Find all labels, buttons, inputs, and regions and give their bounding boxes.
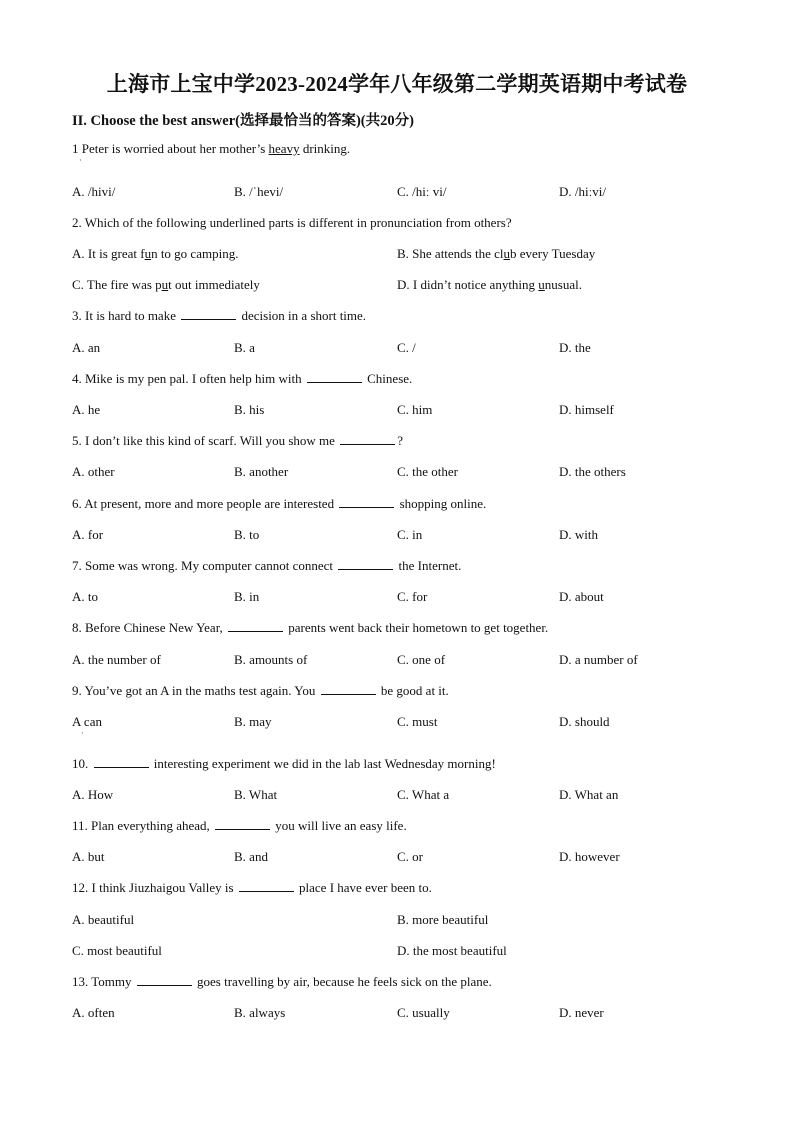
question-3-option-c[interactable]: C. / — [397, 340, 416, 355]
question-12: 12. I think Jiuzhaigou Valley is place I have ever been to. — [72, 880, 432, 895]
question-7-option-d[interactable]: D. about — [559, 589, 604, 604]
question-4: 4. Mike is my pen pal. I often help him with Chinese. — [72, 371, 413, 386]
question-9-option-a[interactable]: A can — [72, 714, 102, 729]
question-1-option-b[interactable]: B. /ˈhevi/ — [234, 184, 284, 199]
question-13-option-c[interactable]: C. usually — [397, 1005, 450, 1020]
question-13-option-a[interactable]: A. often — [72, 1005, 115, 1020]
question-5-option-b[interactable]: B. another — [234, 464, 289, 479]
question-8-option-d[interactable]: D. a number of — [559, 652, 638, 667]
answer-blank[interactable] — [307, 372, 362, 383]
question-4-option-c[interactable]: C. him — [397, 402, 433, 417]
question-3-option-a[interactable]: A. an — [72, 340, 101, 355]
stray-dot: · — [79, 156, 82, 165]
question-6-option-b[interactable]: B. to — [234, 527, 260, 542]
question-1-underlined-word: heavy — [268, 141, 300, 156]
question-8-option-b[interactable]: B. amounts of — [234, 652, 308, 667]
question-8: 8. Before Chinese New Year, parents went back their hometown to get together. — [72, 620, 549, 635]
answer-blank[interactable] — [340, 434, 395, 445]
question-2: 2. Which of the following underlined parts is different in pronunciation from others? — [72, 215, 512, 230]
question-7-option-c[interactable]: C. for — [397, 589, 428, 604]
question-11-option-a[interactable]: A. but — [72, 849, 105, 864]
answer-blank[interactable] — [338, 559, 393, 570]
exam-title: 上海市上宝中学2023-2024学年八年级第二学期英语期中考试卷 — [106, 72, 688, 96]
section-heading: II. Choose the best answer(选择最恰当的答案)(共20分) — [72, 113, 414, 129]
question-13: 13. Tommy goes travelling by air, because he feels sick on the plane. — [72, 974, 492, 989]
question-10-option-a[interactable]: A. How — [72, 787, 114, 802]
question-4-option-d[interactable]: D. himself — [559, 402, 614, 417]
question-12-option-c[interactable]: C. most beautiful — [72, 943, 162, 958]
question-8-option-a[interactable]: A. the number of — [72, 652, 161, 667]
question-5-option-a[interactable]: A. other — [72, 464, 115, 479]
answer-blank[interactable] — [94, 757, 149, 768]
question-3-option-b[interactable]: B. a — [234, 340, 255, 355]
question-9: 9. You’ve got an A in the maths test again. You be good at it. — [72, 683, 449, 698]
answer-blank[interactable] — [137, 975, 192, 986]
question-8-option-c[interactable]: C. one of — [397, 652, 446, 667]
question-2-option-b[interactable]: B. She attends the club every Tuesday — [397, 246, 596, 261]
question-1-option-d[interactable]: D. /hiːvi/ — [559, 184, 606, 199]
question-9-option-d[interactable]: D. should — [559, 714, 610, 729]
question-10: 10. interesting experiment we did in the lab last Wednesday morning! — [72, 756, 496, 771]
answer-blank[interactable] — [215, 819, 270, 830]
answer-blank[interactable] — [321, 684, 376, 695]
question-6: 6. At present, more and more people are interested shopping online. — [72, 496, 487, 511]
question-3-option-d[interactable]: D. the — [559, 340, 591, 355]
question-2-option-d[interactable]: D. I didn’t notice anything unusual. — [397, 277, 582, 292]
answer-blank[interactable] — [239, 881, 294, 892]
question-5-option-d[interactable]: D. the others — [559, 464, 626, 479]
question-3: 3. It is hard to make decision in a short time. — [72, 308, 367, 323]
question-11-option-c[interactable]: C. or — [397, 849, 423, 864]
answer-blank[interactable] — [228, 621, 283, 632]
question-13-option-b[interactable]: B. always — [234, 1005, 286, 1020]
question-10-option-d[interactable]: D. What an — [559, 787, 619, 802]
question-1-text-end: drinking. — [299, 141, 351, 156]
question-4-option-a[interactable]: A. he — [72, 402, 101, 417]
question-12-option-d[interactable]: D. the most beautiful — [397, 943, 507, 958]
question-7: 7. Some was wrong. My computer cannot connect the Internet. — [72, 558, 462, 573]
question-11: 11. Plan everything ahead, you will live an easy life. — [72, 818, 407, 833]
question-10-option-c[interactable]: C. What a — [397, 787, 450, 802]
question-6-option-d[interactable]: D. with — [559, 527, 598, 542]
question-7-option-b[interactable]: B. in — [234, 589, 260, 604]
question-2-option-c[interactable]: C. The fire was put out immediately — [72, 277, 260, 292]
question-7-option-a[interactable]: A. to — [72, 589, 98, 604]
question-11-option-b[interactable]: B. and — [234, 849, 268, 864]
answer-blank[interactable] — [181, 309, 236, 320]
question-13-option-d[interactable]: D. never — [559, 1005, 604, 1020]
answer-blank[interactable] — [339, 497, 394, 508]
question-9-option-b[interactable]: B. may — [234, 714, 272, 729]
question-1-option-c[interactable]: C. /hiː vi/ — [397, 184, 447, 199]
question-12-option-b[interactable]: B. more beautiful — [397, 912, 489, 927]
question-5: 5. I don’t like this kind of scarf. Will you show me ? — [72, 433, 403, 448]
question-6-option-c[interactable]: C. in — [397, 527, 423, 542]
question-11-option-d[interactable]: D. however — [559, 849, 620, 864]
question-2-option-a[interactable]: A. It is great fun to go camping. — [72, 246, 239, 261]
question-6-option-a[interactable]: A. for — [72, 527, 104, 542]
question-1-text-start: 1 Peter is worried about her mother’s — [72, 141, 269, 156]
question-4-option-b[interactable]: B. his — [234, 402, 265, 417]
stray-dot: · — [81, 729, 84, 738]
question-1 — [72, 141, 350, 157]
question-10-option-b[interactable]: B. What — [234, 787, 278, 802]
question-9-option-c[interactable]: C. must — [397, 714, 438, 729]
question-12-option-a[interactable]: A. beautiful — [72, 912, 135, 927]
question-5-option-c[interactable]: C. the other — [397, 464, 459, 479]
question-1-option-a[interactable]: A. /hivi/ — [72, 184, 116, 199]
